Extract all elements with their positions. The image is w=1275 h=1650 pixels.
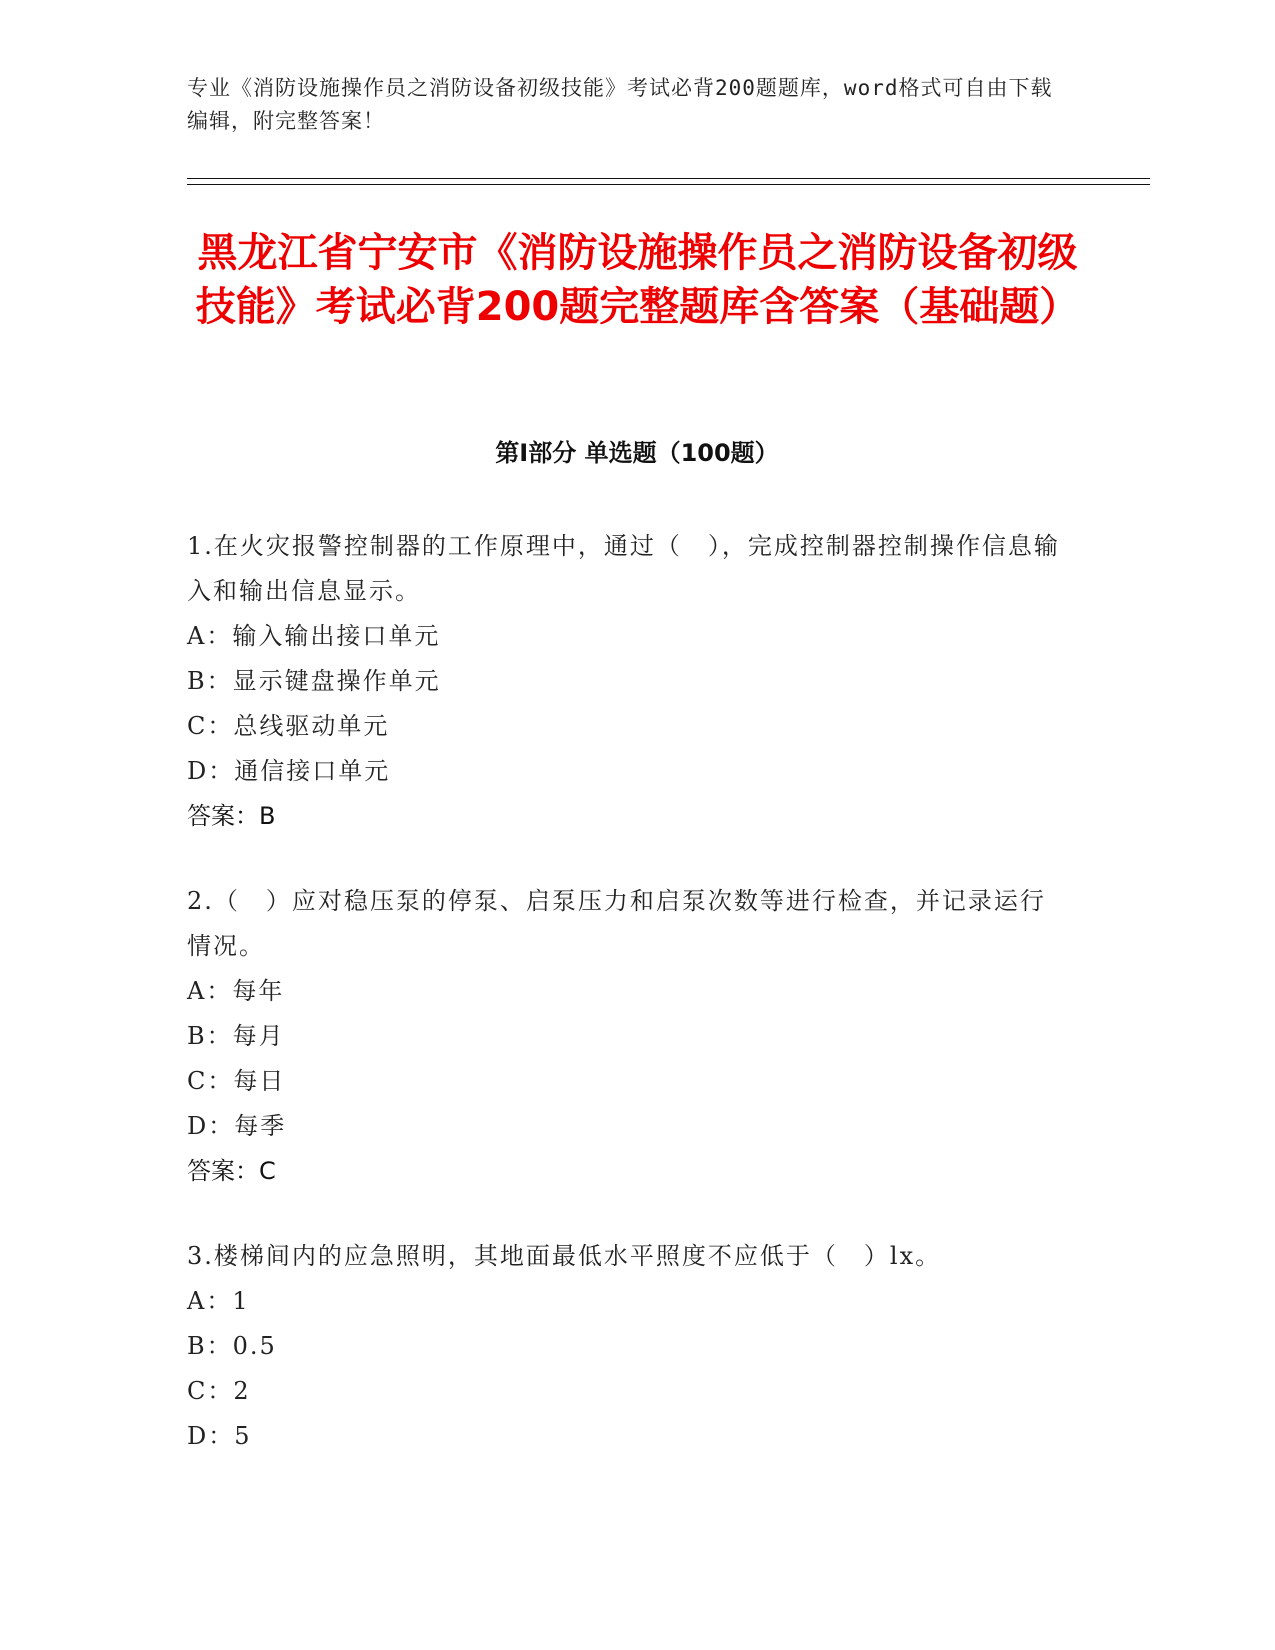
question-option-d: D：每季 [187, 1112, 287, 1140]
question-option-b: B：每月 [187, 1022, 285, 1050]
question-answer: 答案：C [187, 1157, 276, 1185]
header-note: 专业《消防设施操作员之消防设备初级技能》考试必背200题题库，word格式可自由下载编辑，附完整答案！ [187, 76, 1053, 133]
question-answer: 答案：B [187, 802, 276, 830]
header-divider-top [187, 178, 1150, 179]
question-option-d: D：通信接口单元 [187, 757, 391, 785]
question-option-c: C：每日 [187, 1067, 286, 1095]
question-item [187, 1234, 1067, 1459]
question-option-c: C：总线驱动单元 [187, 712, 390, 740]
question-option-a: A：每年 [187, 977, 285, 1005]
question-option-d: D：5 [187, 1422, 252, 1450]
question-stem: 3.楼梯间内的应急照明，其地面最低水平照度不应低于（ ）lx。 [187, 1242, 942, 1270]
question-option-c: C：2 [187, 1377, 251, 1405]
question-item [187, 524, 1067, 839]
header-divider-bottom [187, 184, 1150, 185]
question-item [187, 879, 1067, 1194]
question-list [187, 524, 1067, 1499]
question-option-b: B：0.5 [187, 1332, 277, 1360]
question-stem: 2.（ ）应对稳压泵的停泵、启泵压力和启泵次数等进行检查，并记录运行情况。 [187, 887, 1046, 960]
question-stem: 1.在火灾报警控制器的工作原理中，通过（ ），完成控制器控制操作信息输入和输出信息显示。 [187, 532, 1060, 605]
question-option-b: B：显示键盘操作单元 [187, 667, 441, 695]
document-title: 黑龙江省宁安市《消防设施操作员之消防设备初级技能》考试必背200题完整题库含答案（基础题） [195, 230, 1080, 330]
question-option-a: A：1 [187, 1287, 250, 1315]
section-title: 第I部分 单选题（100题） [495, 439, 779, 467]
question-option-a: A：输入输出接口单元 [187, 622, 441, 650]
